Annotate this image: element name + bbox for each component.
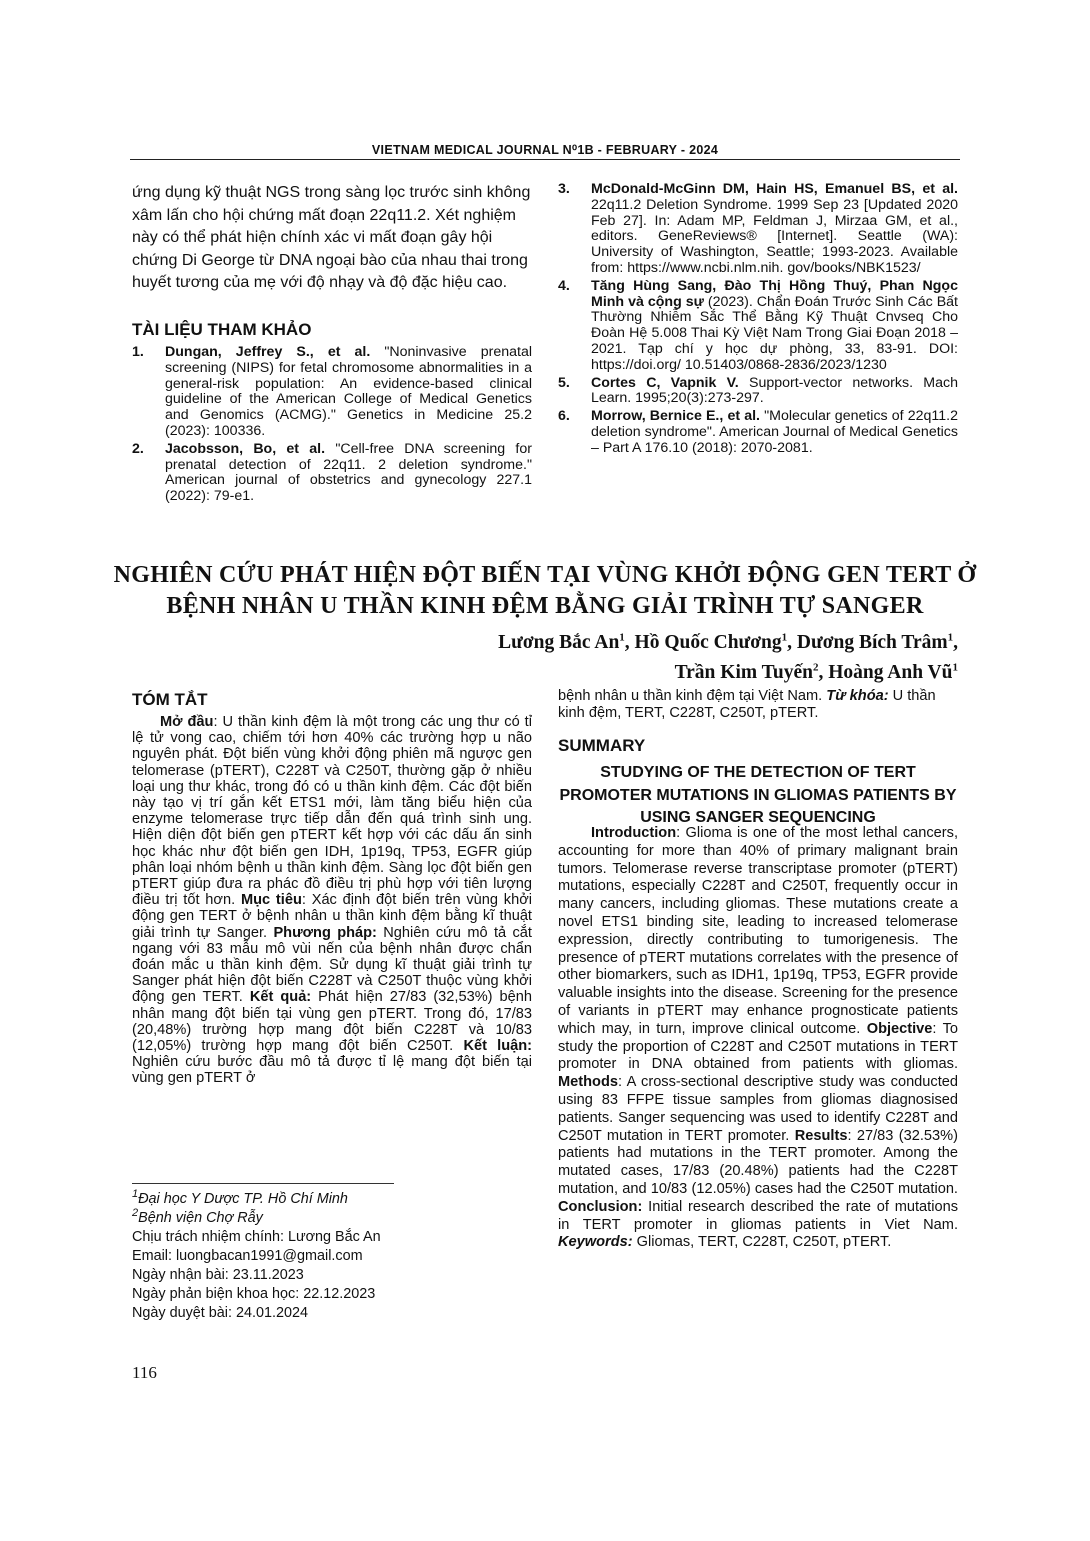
reference-text: (2023). Chẩn Đoán Trước Sinh Các Bất Thường Nhiễm Sắc Thể Bằng Kỹ Thuật Cnvseq Cho Đoàn Hệ 5.008 Thai Kỳ Việt Nam Trong Giai Đoạn 2018 – 2021. Tạp chí y học dự phòng, 33, 83-91. DOI: https://doi.org/ 10.51403/0868-2836/2023/1230	[591, 293, 958, 373]
reference-number: 3.	[558, 181, 570, 197]
references-list-left	[132, 345, 532, 507]
text-method-vn: Nghiên cứu mô tả cắt ngang với 83 mẫu mô vùi nến của bệnh nhân được chẩn đoán mắc u thần kinh đệm. Sử dụng kĩ thuật giải trình tự Sanger phát hiện đột biến C228T và C250T thuộc vùng khởi động gen TERT.	[132, 924, 532, 1006]
text-intro-vn: : U thần kinh đệm là một trong các ung thư có tỉ lệ tử vong cao, chiếm tới hơn 40% các trường hợp u não nguyên phát. Đột biến vùng khởi động phiên mã ngược gen telomerase (pTERT), C228T và C250T, thường gặp ở nhiều loại ung thư khác, trong đó có u thần kinh đệm. Các đột biến này tạo vị trí gắn kết ETS1 mới, làm tăng biểu hiện của enzyme telomerase trực tiếp dẫn đến quá trình sinh ung. Hiện diện đột biến gen pTERT kết hợp với các dấu ấn sinh học khác như đột biến gen IDH, 1p19q, TP53, EGFR giúp phân loại nhóm bệnh u thần kinh đệm. Sàng lọc đột biến gen pTERT giúp đưa ra phác đồ điều trị phù hợp với tiên lượng điều trị tốt hơn.	[132, 714, 532, 909]
abstract-body-vn	[132, 714, 532, 1087]
reference-text: "Molecular genetics of 22q11.2 deletion syndrome". American Journal of Medical Genetics – Part A 176.10 (2018): 2070-2081.	[591, 408, 958, 456]
reference-authors: Dungan, Jeffrey S., et al.	[165, 344, 371, 360]
approved-date: Ngày duyệt bài: 24.01.2024	[132, 1305, 309, 1321]
affiliation-marker: 1	[947, 631, 954, 644]
reference-authors: Cortes C, Vapnik V.	[591, 374, 739, 391]
reference-authors: Tăng Hùng Sang, Đào Thị Hồng Thuý, Phan Ngọc Minh và cộng sự	[591, 277, 958, 310]
reference-item	[558, 279, 958, 374]
author-line-1	[358, 628, 958, 658]
reviewed-date: Ngày phản biện khoa học: 22.12.2023	[132, 1286, 376, 1302]
affiliation-marker: 2	[812, 661, 819, 674]
label-aim-vn: Mục tiêu	[240, 892, 302, 909]
reference-authors: McDonald-McGinn DM, Hain HS, Emanuel BS, et al.	[591, 181, 958, 197]
text-methods: : A cross-sectional descriptive study was conducted using 83 FFPE tissue samples from gliomas diagnosised patients. Sanger sequencing was used to identify C228T and C250T mutation in TERT promoter.	[558, 1074, 958, 1144]
label-objective: Objective	[866, 1020, 933, 1037]
affiliation-1-text: Đại học Y Dược TP. Hồ Chí Minh	[138, 1191, 348, 1207]
affiliation-2-text: Bệnh viện Chợ Rẫy	[138, 1210, 263, 1226]
affiliation-marker: 1	[952, 661, 958, 674]
author-name: Trần Kim Tuyến	[674, 662, 813, 683]
text-conclusion-vn: Nghiên cứu bước đầu mô tả được tỉ lệ mang đột biến tại vùng gen pTERT ở	[132, 1054, 532, 1087]
label-introduction: Introduction	[591, 825, 677, 841]
reference-number: 6.	[558, 408, 570, 425]
text-aim-vn: : Xác định đột biến trên vùng khởi động gen TERT ở bệnh nhân u thần kinh đệm bằng kĩ thuật giải trình tự Sanger.	[132, 892, 533, 941]
reference-item	[558, 182, 958, 277]
label-conclusion: Conclusion:	[558, 1198, 643, 1215]
author-separator: ,	[818, 662, 829, 683]
reference-number: 4.	[558, 277, 570, 294]
contact-email: Email: luongbacan1991@gmail.com	[132, 1248, 363, 1264]
reference-text: 22q11.2 Deletion Syndrome. 1999 Sep 23 [Updated 2020 Feb 27]. In: Adam MP, Feldman J, Mirzaa GM, et al., editors. GeneReviews® [Internet]. Seattle (WA): University of Washington, Seattle; 1993-2023. Available from: https://www.ncbi.nlm.nih. gov/books/NBK1523/	[591, 196, 958, 276]
reference-number: 1.	[132, 344, 144, 360]
responsible-author: Chịu trách nhiệm chính: Lương Bắc An	[132, 1229, 381, 1245]
affiliation-1: $^1$Đại học Y Dược TP. Hồ Chí Minh	[132, 1188, 348, 1207]
label-keywords-vn: Từ khóa:	[826, 688, 889, 704]
text-results: : 27/83 (32.53%) patients had mutations in the TERT promoter. Among the mutated cases, 17/83 (20.48%) patients had the C228T mutation, and 10/83 (12.05%) cases had the C250T mutation.	[558, 1127, 958, 1197]
text-continuation-vn: bệnh nhân u thần kinh đệm tại Việt Nam.	[558, 688, 827, 704]
references-heading: TÀI LIỆU THAM KHẢO	[132, 320, 312, 339]
label-keywords: Keywords:	[558, 1234, 633, 1251]
affiliation-marker: 1	[619, 631, 625, 644]
reference-number: 5.	[558, 374, 570, 391]
reference-text: "Cell-free DNA screening for prenatal detection of 22q11. 2 deletion syndrome." American journal of obstetrics and gynecology 227.1 (2022): 79-e1.	[165, 440, 532, 505]
reference-item	[558, 376, 958, 408]
affiliation-marker: 1	[781, 631, 788, 644]
summary-body	[558, 825, 958, 1252]
label-conclusion-vn: Kết luận:	[463, 1038, 532, 1055]
label-method-vn: Phương pháp:	[273, 924, 377, 941]
footnote-divider	[132, 1183, 394, 1184]
text-result-vn: Phát hiện 27/83 (32,53%) bệnh nhân mang đột biến tại vùng gen pTERT. Trong đó, 17/83 (20,48%) trường hợp mang đột biến C228T và 10/83 (12,05%) trường hợp mang đột biến C250T.	[132, 989, 532, 1055]
affiliation-2: $^2$Bệnh viện Chợ Rẫy	[132, 1207, 263, 1226]
author-list	[358, 628, 958, 688]
article-title: NGHIÊN CỨU PHÁT HIỆN ĐỘT BIẾN TẠI VÙNG KHỞI ĐỘNG GEN TERT Ở BỆNH NHÂN U THẦN KINH ĐỆM BẰNG GIẢI TRÌNH TỰ SANGER	[113, 562, 977, 619]
author-separator: ,	[953, 632, 958, 653]
author-name: Hoàng Anh Vũ	[828, 662, 953, 683]
author-separator: ,	[787, 632, 797, 653]
reference-authors: Morrow, Bernice E., et al.	[591, 408, 760, 425]
reference-item	[132, 442, 532, 505]
abstract-continuation-vn	[558, 688, 958, 721]
english-title: STUDYING OF THE DETECTION OF TERT PROMOTER MUTATIONS IN GLIOMAS PATIENTS BY USING SANGER SEQUENCING	[559, 764, 957, 826]
text-introduction: : Glioma is one of the most lethal cancers, accounting for more than 40% of primary malignant brain tumors. Telomerase reverse transcriptase promoter (pTERT) mutations, especially C228T and C250T, frequently occur in many cancers, including gliomas. These mutations create a novel ETS1 binding site, leading to increased telomerase expression, directly contributing to tumorigenesis. The presence of pTERT mutations correlates with the presence of other biomarkers, such as IDH1, 1p19q, TP53, EGFR provide valuable insights into the disease. Screening for the presence of variants in pTERT may enhance prognosticate patients which may, in turn, improve clinical outcome.	[558, 825, 958, 1037]
abstract-heading-vn: TÓM TẮT	[132, 690, 208, 709]
references-list-right	[558, 182, 958, 459]
author-name: Dương Bích Trâm	[796, 632, 948, 653]
label-result-vn: Kết quả:	[249, 989, 312, 1006]
author-separator: ,	[624, 632, 635, 653]
reference-item	[132, 345, 532, 440]
reference-item	[558, 409, 958, 456]
author-line-2	[358, 658, 958, 688]
journal-header: VIETNAM MEDICAL JOURNAL N⁰1B - FEBRUARY - 2024	[371, 143, 719, 157]
author-name: Hồ Quốc Chương	[634, 632, 782, 653]
label-intro-vn: Mở đầu	[160, 714, 214, 730]
text-keywords-vn: U thần kinh đệm, TERT, C228T, C250T, pTERT.	[558, 688, 936, 721]
label-results: Results	[794, 1127, 848, 1144]
reference-number: 2.	[132, 440, 144, 457]
header-divider	[130, 159, 960, 160]
reference-authors: Jacobsson, Bo, et al.	[165, 440, 326, 457]
footnotes	[132, 1190, 532, 1323]
label-methods: Methods	[558, 1074, 618, 1091]
reference-text: "Noninvasive prenatal screening (NIPS) for fetal chromosome abnormalities in a general-risk population: An evidence-based clinical guideline of the American College of Medical Genetics and Genomics (ACMG)." Genetics in Medicine 25.2 (2023): 100336.	[165, 344, 532, 439]
text-conclusion: Initial research described the rate of mutations in TERT promoter in gliomas patients in Viet Nam.	[558, 1198, 958, 1233]
received-date: Ngày nhận bài: 23.11.2023	[132, 1267, 304, 1283]
text-objective: : To study the proportion of C228T and C250T mutations in TERT promoter in DNA obtained from patients with gliomas.	[558, 1020, 958, 1073]
text-keywords: Gliomas, TERT, C228T, C250T, pTERT.	[632, 1234, 892, 1251]
reference-text: Support-vector networks. Mach Learn. 1995;20(3):273-297.	[591, 374, 958, 407]
page-number: 116	[132, 1363, 157, 1382]
summary-heading: SUMMARY	[558, 736, 646, 755]
intro-paragraph: ứng dụng kỹ thuật NGS trong sàng lọc trước sinh không xâm lấn cho hội chứng mất đoạn 22q11.2. Xét nghiệm này có thể phát hiện chính xác vi mất đoạn gây hội chứng Di George từ DNA ngoại bào của nhau thai trong huyết tương của mẹ với độ nhạy và độ đặc hiệu cao.	[132, 184, 531, 291]
author-name: Lương Bắc An	[498, 632, 620, 653]
